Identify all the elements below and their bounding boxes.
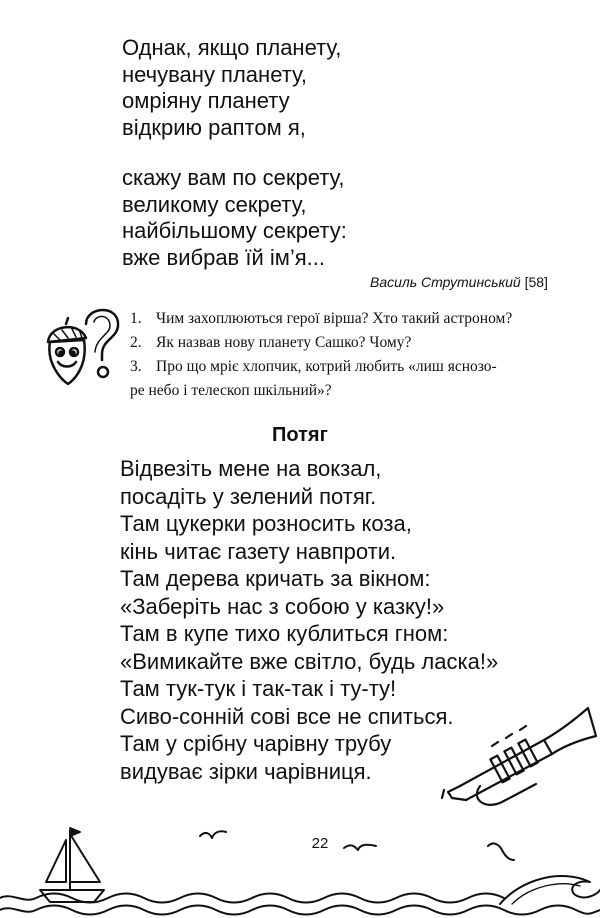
seagull-icon [344,845,376,850]
sailboat-icon [40,828,104,902]
page-number: 22 [311,835,329,852]
question-item [130,307,600,331]
seagull-icon [488,843,514,860]
poem-line: Однак, якщо планету, [122,35,342,60]
poem-line: «Вимикайте вже світло, будь ласка!» [120,648,499,674]
poem-title: Потяг [272,424,328,446]
poem-line: Відвезіть мене на вокзал, [120,456,382,481]
question-number: 2. [130,334,142,351]
poem-stanza-1 [122,35,341,141]
question-text: Про що мріє хлопчик, котрий любить «лиш яснозо- [156,358,497,375]
poem-line: скажу вам по секрету, [122,165,345,190]
poem-line: великому секрету, [122,191,307,217]
poem-line: посадіть у зелений потяг. [120,483,377,509]
poem-line: омріяну планету [122,88,290,113]
source-reference: [58] [524,274,548,290]
poem-line: Там тук-тук і так-так і ту-ту! [120,676,397,701]
poem-line: Там дерева кричать за вікном: [120,566,431,591]
question-text: Як назвав нову планету Сашко? Чому? [156,334,412,351]
poem-line: відкрию раптом я, [122,114,306,140]
poem-line: Там в купе тихо кублиться гном: [120,621,449,646]
poem-line: «Заберіть нас з собою у казку!» [120,593,445,619]
question-text: Чим захоплюються герої вірша? Хто такий астроном? [156,310,513,327]
acorn-question-mascot-icon [42,294,132,394]
poem-line: кінь читає газету навпроти. [120,538,397,564]
poem-line: нечувану планету, [122,61,307,87]
author-name: Василь Струтинський [370,274,521,290]
wave-icon [500,876,600,904]
poem-author [370,274,548,290]
trumpet-icon [440,702,600,814]
poem-line: Сиво-сонній сові все не спиться. [120,703,454,729]
question-list [130,307,600,403]
poem-line: Там у срібну чарівну трубу [120,731,392,756]
question-item [130,355,600,379]
question-text-continuation: ре небо і телескоп шкільний»? [130,382,332,399]
question-item [130,331,600,355]
poem-stanza-2 [122,165,347,271]
poem-line: вже вибрав їй ім’я... [122,244,326,270]
poem-line: найбільшому секрету: [122,218,347,243]
poem-line: Там цукерки розносить коза, [120,511,412,536]
seagull-icon [200,831,226,838]
poem-line: видуває зірки чарівниця. [120,758,372,784]
question-number: 3. [130,358,142,375]
question-number: 1. [130,310,142,327]
